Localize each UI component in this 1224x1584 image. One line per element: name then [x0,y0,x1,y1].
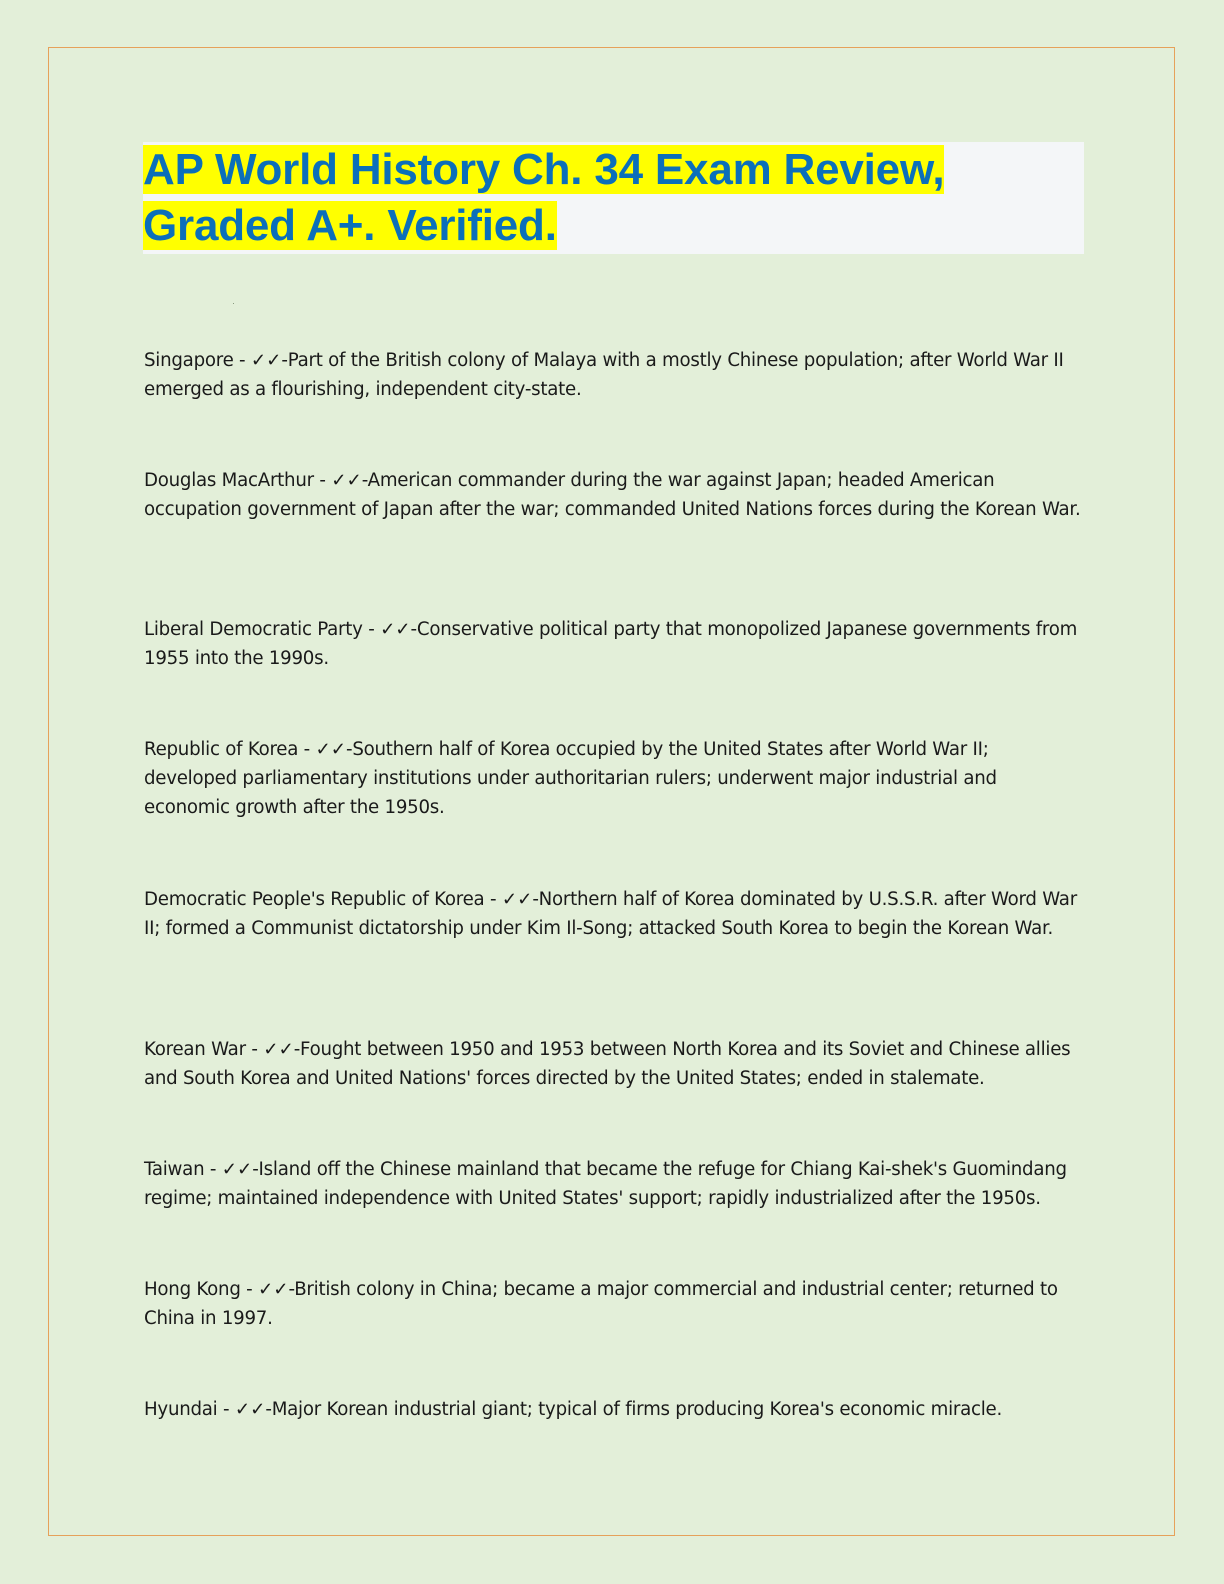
entry-term: Hyundai [144,1399,218,1420]
check-mark-icon: ✓✓ [263,1039,294,1060]
check-mark-icon: ✓✓ [250,350,282,371]
entry-term: Republic of Korea [144,739,299,760]
entry-definition: Conservative political party that monopolized Japanese governments from 1955 into the 1990s. [144,619,1078,669]
entry-term: Korean War [144,1039,246,1060]
entry-douglas-macarthur: Douglas MacArthur - ✓✓-American commander during the war against Japan; headed American occupation government of Japan after the war; commanded United Nations forces during the Korean War. [144,470,1081,520]
entry-term: Singapore [144,350,234,371]
check-mark-icon: ✓✓ [258,1279,289,1300]
entry-liberal-democratic-party: Liberal Democratic Party - ✓✓-Conservative political party that monopolized Japanese governments from 1955 into the 1990s. [144,619,1078,669]
title-line-1: AP World History Ch. 34 Exam Review, [143,145,945,194]
entry-korean-war: Korean War - ✓✓-Fought between 1950 and 1953 between North Korea and its Soviet and Chinese allies and South Korea and United Nations' forces directed by the United States; ended in stalemate. [144,1039,1071,1089]
check-mark-icon: ✓✓ [380,619,411,640]
entry-term: Democratic People's Republic of Korea [144,889,485,910]
entry-definition: Northern half of Korea dominated by U.S.S.R. after Word War II; formed a Communist dictatorship under Kim Il-Song; attacked South Korea to begin the Korean War. [144,889,1077,939]
check-mark-icon: ✓✓ [234,1399,266,1420]
entry-definition: Fought between 1950 and 1953 between North Korea and its Soviet and Chinese allies and South Korea and United Nations' forces directed by the United States; ended in stalemate. [144,1039,1071,1089]
entry-definition: Part of the British colony of Malaya with a mostly Chinese population; after World War II emerged as a flourishing, independent city-state. [144,350,1064,400]
entry-term: Douglas MacArthur [144,470,314,491]
title-line-2: Graded A+. Verified. [143,201,557,250]
entry-taiwan: Taiwan - ✓✓-Island off the Chinese mainland that became the refuge for Chiang Kai-shek's Guomindang regime; maintained independence with United States' support; rapidly industrialized after the 1950s. [144,1159,1067,1209]
entry-definition: British colony in China; became a major commercial and industrial center; returned to China in 1997. [144,1279,1058,1329]
entry-term: Liberal Democratic Party [144,619,363,640]
entry-dprk: Democratic People's Republic of Korea - ✓✓-Northern half of Korea dominated by U.S.S.R. after Word War II; formed a Communist dictatorship under Kim Il-Song; attacked South Korea to begin the Korean War. [144,889,1077,939]
entry-hyundai: Hyundai - ✓✓-Major Korean industrial giant; typical of firms producing Korea's economic miracle. [144,1399,1003,1420]
entry-hong-kong: Hong Kong - ✓✓-British colony in China; became a major commercial and industrial center; returned to China in 1997. [144,1279,1058,1329]
entry-definition: American commander during the war against Japan; headed American occupation government of Japan after the war; commanded United Nations forces during the Korean War. [144,470,1081,520]
stray-dot [233,303,234,304]
entry-definition: Island off the Chinese mainland that became the refuge for Chiang Kai-shek's Guomindang regime; maintained independence with United States' support; rapidly industrialized after the 1950s. [144,1159,1067,1209]
title-block [143,142,1084,254]
check-mark-icon: ✓✓ [501,889,533,910]
check-mark-icon: ✓✓ [331,470,362,491]
entry-term: Hong Kong [144,1279,241,1300]
check-mark-icon: ✓✓ [221,1159,253,1180]
entry-definition: Southern half of Korea occupied by the United States after World War II; developed parliamentary institutions under authoritarian rulers; underwent major industrial and economic growth after the 1950s. [144,739,997,818]
entry-republic-of-korea: Republic of Korea - ✓✓-Southern half of Korea occupied by the United States after World War II; developed parliamentary institutions under authoritarian rulers; underwent major industrial and economic growth after the 1950s. [144,739,997,818]
entry-definition: Major Korean industrial giant; typical of firms producing Korea's economic miracle. [271,1399,1003,1420]
check-mark-icon: ✓✓ [315,739,347,760]
entry-singapore: Singapore - ✓✓-Part of the British colony of Malaya with a mostly Chinese population; after World War II emerged as a flourishing, independent city-state. [144,350,1064,400]
document-title [143,142,1084,254]
entry-term: Taiwan [144,1159,205,1180]
